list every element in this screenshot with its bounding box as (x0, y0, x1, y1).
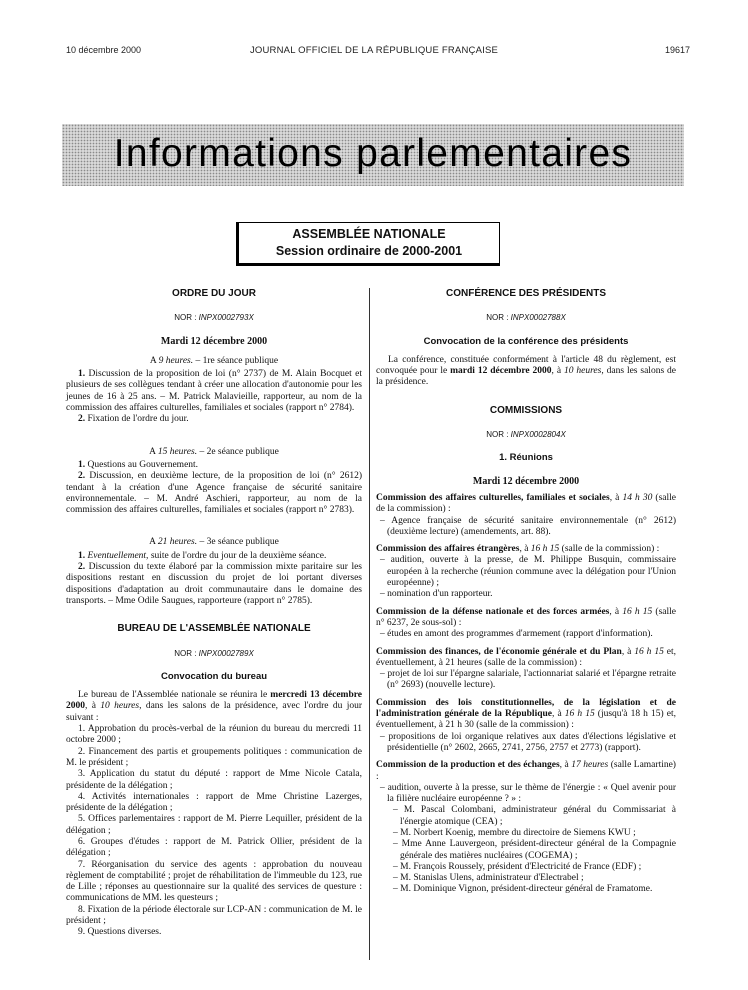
conference-nor: NOR : INPX0002788X (486, 313, 566, 323)
title-banner (62, 124, 684, 186)
commission-entry: Commission des affaires étrangères, à 16 h 15 (salle de la commission) : (376, 544, 660, 555)
agenda-item: 1. Questions au Gouvernement. (78, 459, 199, 470)
bureau-intro: Le bureau de l'Assemblée nationale se réunira le mercredi 13 décembre 2000, à 10 heures, dans les salons de la présidence, avec l'ordre du jour suivant : (66, 690, 363, 723)
commission-item: – audition, ouverte à la presse, sur le thème de l'énergie : « Quel avenir pour la filière nucléaire européenne ? » : (380, 782, 676, 805)
commission-item: – nomination d'un rapporteur. (380, 589, 493, 600)
right-column (376, 288, 676, 896)
page-number: 19617 (664, 45, 690, 55)
ordre-date: Mardi 12 décembre 2000 (160, 335, 268, 347)
column-divider (369, 288, 370, 960)
page-header (0, 45, 748, 59)
commission-entry: Commission des finances, de l'économie générale et du Plan, à 16 h 15 et, éventuellement, à 21 heures (salle de la commission) : (376, 646, 676, 668)
session-heading: A 21 heures. – 3e séance publique (149, 537, 279, 548)
ordre-nor: NOR : INPX0002793X (174, 313, 254, 323)
commissions-title: COMMISSIONS (489, 404, 563, 416)
bureau-item: 2. Financement des partis et groupements politiques : communication de M. le président ; (66, 746, 362, 768)
agenda-item: 2. Discussion du texte élaboré par la commission mixte paritaire sur les dispositions restant en discussion du projet de loi portant diverses dispositions d'adaptation au droit communautaire dans le domaine des transports. – Mme Odile Saugues, rapporteure (rapport n° 2785). (66, 562, 362, 606)
bureau-nor: NOR : INPX0002789X (174, 648, 254, 658)
commission-item: – projet de loi sur l'épargne salariale, l'actionnariat salarié et l'épargne retraite (n° 2693) (nouvelle lecture). (380, 669, 676, 691)
commission-entry: Commission de la production et des échanges, à 17 heures (salle Lamartine) : (376, 760, 676, 782)
conference-title: CONFÉRENCE DES PRÉSIDENTS (445, 288, 607, 299)
commission-item: – études en amont des programmes d'armement (rapport d'information). (380, 629, 653, 640)
commission-subitem: – M. Norbert Koenig, membre du directoire de Siemens KWU ; (393, 827, 636, 838)
commissions-nor: NOR : INPX0002804X (486, 430, 566, 440)
conference-text: La conférence, constituée conformément à l'article 48 du règlement, est convoquée pour le mardi 12 décembre 2000, à 10 heures, dans les salons de la présidence. (376, 354, 677, 388)
commission-entry: Commission de la défense nationale et des forces armées, à 16 h 15 (salle n° 6237, 2e sous-sol) : (376, 606, 677, 628)
agenda-item: 1. Eventuellement, suite de l'ordre du jour de la deuxième séance. (78, 550, 327, 561)
assembly-box (236, 222, 500, 266)
bureau-item: 7. Réorganisation du service des agents : approbation du nouveau règlement de comptabilité ; projet de réhabilitation de l'immeuble du 123, rue de Lille ; réponses au questionnaire sur la qualité des services de questure : communications de MM. les questeurs ; (66, 859, 362, 904)
session-heading: A 15 heures. – 2e séance publique (149, 446, 279, 457)
commissions-section: 1. Réunions (499, 452, 553, 464)
commission-item: – audition, ouverte à la presse, de M. Philippe Busquin, commissaire européen à la recherche (réunion commune avec la délégation pour l'Union européenne) ; (380, 555, 676, 589)
left-column (66, 288, 362, 939)
bureau-item: 9. Questions diverses. (78, 927, 162, 938)
bureau-item: 5. Offices parlementaires : rapport de M. Pierre Lequiller, président de la délégation ; (66, 814, 362, 836)
commission-subitem: – M. Dominique Vignon, président-directeur général de Framatome. (393, 884, 653, 895)
bureau-item: 8. Fixation de la période électorale sur LCP-AN : communication de M. le président ; (66, 904, 362, 927)
header-date: 10 décembre 2000 (66, 45, 142, 55)
assembly-session: Session ordinaire de 2000-2001 (275, 244, 463, 258)
commission-item: – Agence française de sécurité sanitaire environnementale (n° 2612) (deuxième lecture) (amendements, art. 88). (380, 515, 676, 537)
session-heading: A 9 heures. – 1re séance publique (149, 355, 279, 366)
assembly-name: ASSEMBLÉE NATIONALE (292, 227, 446, 241)
banner-title: Informations parlementaires (113, 132, 633, 175)
commission-subitem: – Mme Anne Lauvergeon, président-directeur général de la Compagnie générale des matières nucléaires (COGEMA) ; (393, 839, 676, 861)
bureau-item: 3. Application du statut du député : rapport de Mme Nicole Catala, présidente de la délégation ; (66, 769, 362, 791)
bureau-subtitle: Convocation du bureau (160, 670, 268, 682)
commission-item: – propositions de loi organique relatives aux dates d'élections législative et présidentielle (n° 2602, 2665, 2741, 2756, 2757 et 2773) (rapport). (380, 731, 676, 753)
bureau-item: 1. Approbation du procès-verbal de la réunion du bureau du mercredi 11 octobre 2000 ; (66, 724, 362, 746)
bureau-title: BUREAU DE L'ASSEMBLÉE NATIONALE (117, 623, 311, 635)
agenda-item: 2. Fixation de l'ordre du jour. (78, 414, 189, 425)
commission-subitem: – M. Stanislas Ulens, administrateur d'Electrabel ; (393, 873, 584, 884)
commission-subitem: – M. François Roussely, président d'Electricité de France (EDF) ; (393, 861, 642, 872)
commission-subitem: – M. Pascal Colombani, administrateur général du Commissariat à l'énergie atomique (CEA) ; (393, 805, 676, 827)
ordre-title: ORDRE DU JOUR (172, 288, 256, 299)
journal-title: JOURNAL OFFICIEL DE LA RÉPUBLIQUE FRANÇAISE (249, 45, 499, 56)
commissions-date: Mardi 12 décembre 2000 (472, 475, 580, 487)
commission-entry: Commission des affaires culturelles, familiales et sociales, à 14 h 30 (salle de la commission) : (376, 492, 676, 515)
commission-entry: Commission des lois constitutionnelles, de la législation et de l'administration générale de la République, à 16 h 15 (jusqu'à 18 h 15) et, éventuellement, à 21 h 30 (salle de la commission) : (376, 697, 677, 731)
conference-subtitle: Convocation de la conférence des présidents (423, 335, 629, 347)
agenda-item: 1. Discussion de la proposition de loi (n° 2737) de M. Alain Bocquet et plusieurs de ses collègues tendant à créer une allocation d'autonomie pour les jeunes de 16 à 25 ans. – M. Patrick Malavieille, rapporteur, au nom de la commission des affaires culturelles, familiales et sociales (rapport n° 2784). (66, 369, 362, 414)
bureau-item: 4. Activités internationales : rapport de Mme Christine Lazerges, présidente de la délégation ; (66, 791, 362, 814)
agenda-item: 2. Discussion, en deuxième lecture, de la proposition de loi (n° 2612) tendant à la création d'une Agence française de sécurité sanitaire environnementale. – M. André Aschieri, rapporteur, au nom de la commission des affaires culturelles, familiales et sociales (rapport n° 2783). (66, 471, 362, 516)
bureau-item: 6. Groupes d'études : rapport de M. Patrick Ollier, président de la délégation ; (66, 836, 362, 859)
